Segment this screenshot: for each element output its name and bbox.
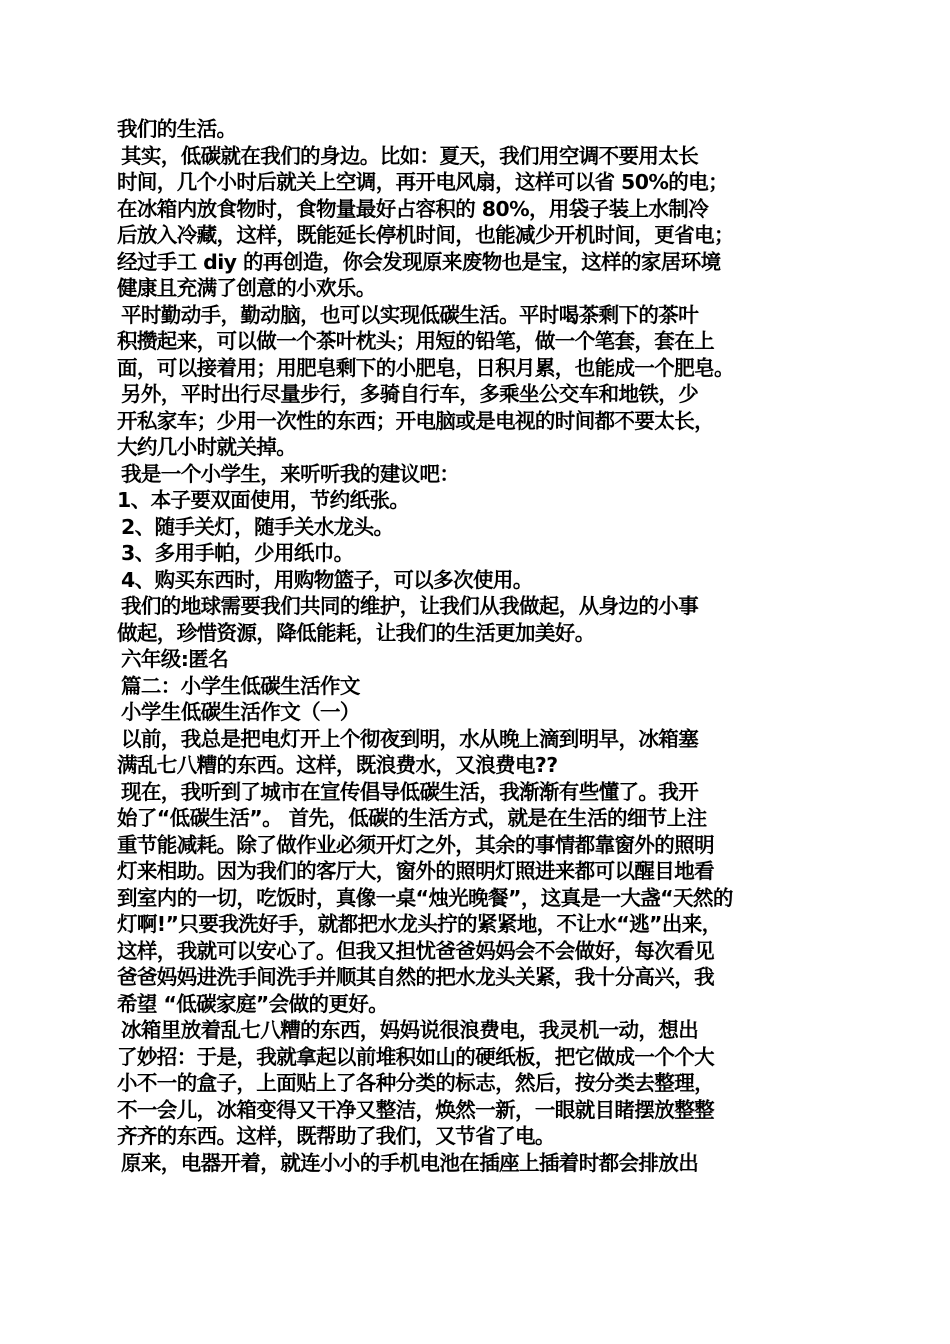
text-line: 灯啊!”只要我洗好手，就都把水龙头拧的紧紧地，不让水“逃”出来， [117,912,722,936]
text-line: 平时勤动手，勤动脑，也可以实现低碳生活。平时喝茶剩下的茶叶 [121,302,699,327]
text-line: 重节能减耗。除了做作业必须开灯之外，其余的事情都靠窗外的照明 [117,832,714,857]
document-body [117,116,842,1176]
text-line: 后放入冷藏，这样，既能延长停机时间，也能减少开机时间，更省电； [117,223,734,247]
text-line: 1、本子要双面使用，节约纸张。 [117,488,410,512]
text-line: 时间，几个小时后就关上空调，再开电风扇，这样可以省 50%的电； [117,170,729,194]
text-line: 小不一的盒子，上面贴上了各种分类的标志，然后，按分类去整理， [117,1071,714,1095]
text-line: 篇二：小学生低碳生活作文 [121,673,360,698]
text-line: 我是一个小学生，来听听我的建议吧： [121,461,460,486]
text-line: 4、购买东西时，用购物篮子，可以多次使用。 [121,567,533,592]
text-line: 齐齐的东西。这样，既帮助了我们，又节省了电。 [117,1124,555,1148]
text-line: 了妙招：于是，我就拿起以前堆积如山的硬纸板，把它做成一个个大 [117,1044,714,1069]
text-line: 经过手工 diy 的再创造，你会发现原来废物也是宝，这样的家居环境 [117,249,721,274]
text-line: 我们的生活。 [117,117,237,141]
text-line: 开私家车；少用一次性的东西；开电脑或是电视的时间都不要太长， [117,408,714,433]
text-line: 2、随手关灯，随手关水龙头。 [121,514,394,539]
text-line: 其实，低碳就在我们的身边。比如：夏天，我们用空调不要用太长 [121,143,699,168]
text-line: 我们的地球需要我们共同的维护，让我们从我做起，从身边的小事 [121,594,699,618]
text-line: 冰箱里放着乱七八糟的东西，妈妈说很浪费电，我灵机一动，想出 [121,1018,699,1042]
text-line: 原来，电器开着，就连小小的手机电池在插座上插着时都会排放出 [121,1150,699,1175]
text-line: 在冰箱内放食物时，食物量最好占容积的 80%，用袋子装上水制冷 [117,196,709,221]
text-line: 不一会儿，冰箱变得又干净又整洁，焕然一新，一眼就目睹摆放整整 [117,1097,714,1122]
text-line: 另外，平时出行尽量步行，多骑自行车，多乘坐公交车和地铁，少 [121,382,699,406]
text-line: 小学生低碳生活作文（一） [121,700,360,724]
text-line: 爸爸妈妈进洗手间洗手并顺其自然的把水龙头关紧，我十分高兴，我 [117,965,714,989]
text-line: 3、多用手帕，少用纸巾。 [121,541,354,565]
text-line: 大约几小时就关掉。 [117,435,297,459]
text-line: 做起，珍惜资源，降低能耗，让我们的生活更加美好。 [117,620,595,645]
text-line: 这样，我就可以安心了。但我又担忧爸爸妈妈会不会做好，每次看见 [117,938,714,963]
text-line: 满乱七八糟的东西。这样，既浪费水，又浪费电?? [117,753,558,777]
text-line: 六年级:匿名 [121,647,229,671]
text-line: 始了“低碳生活”。 首先，低碳的生活方式，就是在生活的细节上注 [117,806,707,830]
text-line: 希望 “低碳家庭”会做的更好。 [117,991,389,1016]
text-line: 到室内的一切，吃饭时，真像一桌“烛光晚餐”，这真是一大盏“天然的 [117,885,733,910]
text-line: 以前，我总是把电灯开上个彻夜到明，水从晚上滴到明早，冰箱塞 [121,726,699,751]
text-line: 面，可以接着用；用肥皂剩下的小肥皂，日积月累，也能成一个肥皂。 [117,355,734,380]
text-line: 现在，我听到了城市在宣传倡导低碳生活，我渐渐有些懂了。我开 [121,779,699,804]
text-line: 健康且充满了创意的小欢乐。 [117,276,376,300]
text-line: 灯来相助。因为我们的客厅大，窗外的照明灯照进来都可以醒目地看 [117,859,714,883]
text-line: 积攒起来，可以做一个茶叶枕头；用短的铅笔，做一个笔套，套在上 [117,329,714,353]
